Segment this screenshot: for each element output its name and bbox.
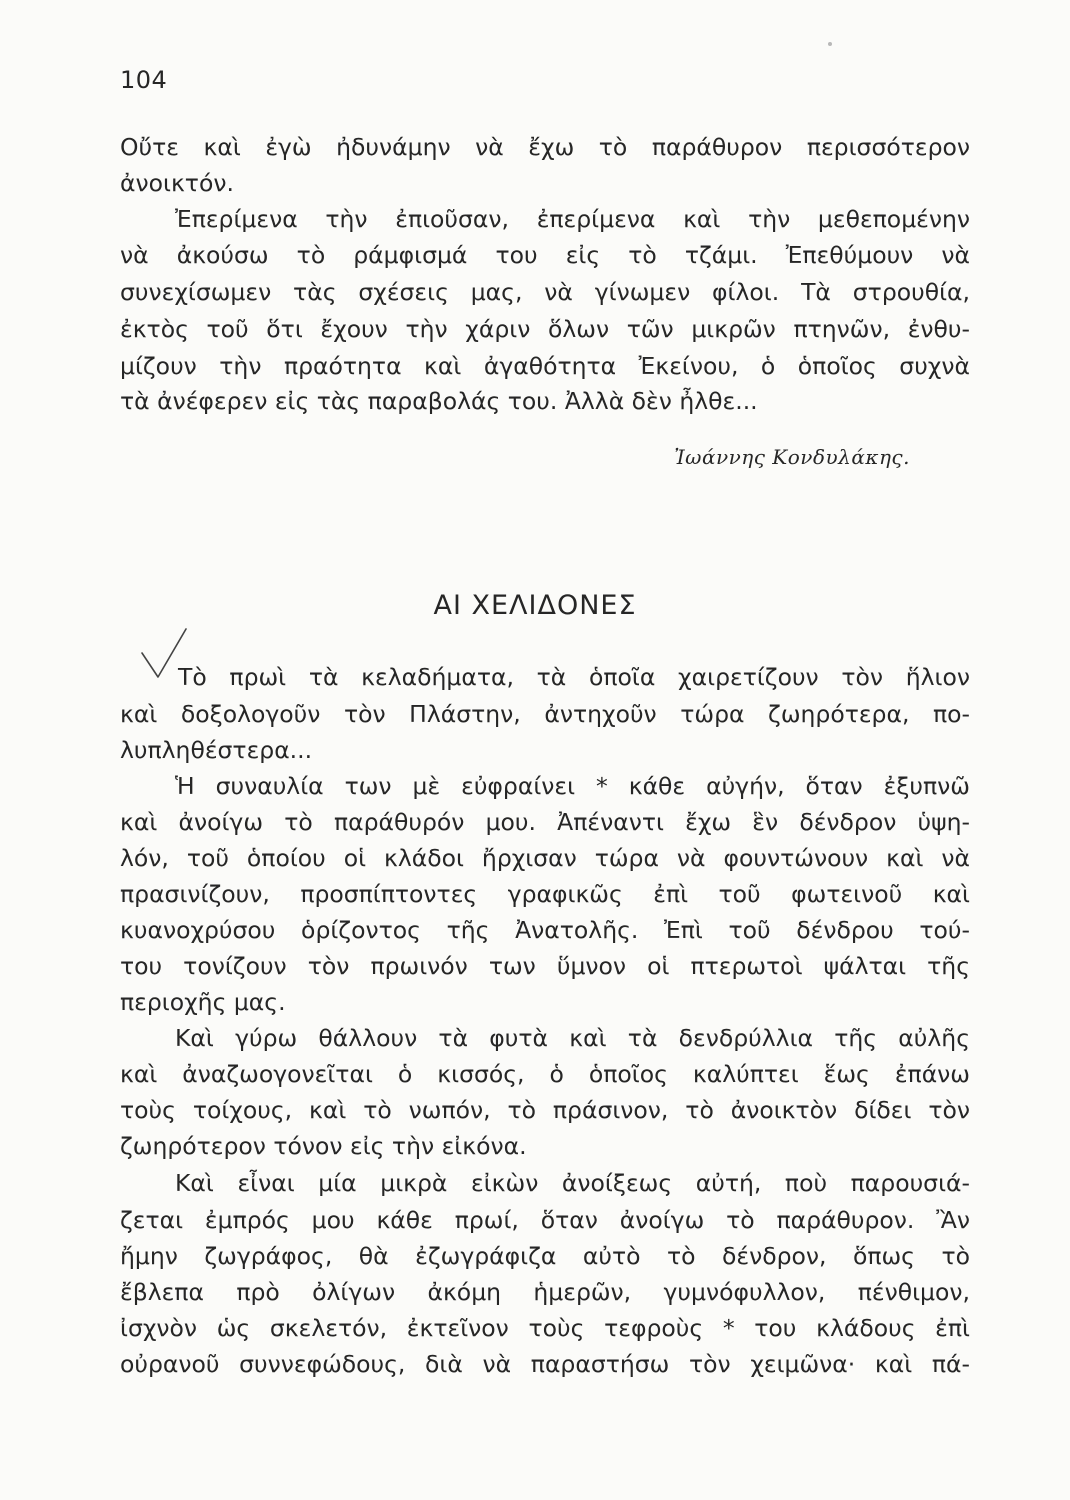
text-line: μίζουν τὴν πραότητα καὶ ἀγαθότητα Ἐκείνου, ὁ ὁποῖος συχνὰ — [120, 352, 970, 380]
text-line: ζωηρότερον τόνον εἰς τὴν εἰκόνα. — [120, 1132, 527, 1160]
text-line: λυπληθέστερα... — [120, 736, 313, 764]
text-line: πρασινίζουν, προσπίπτοντες γραφικῶς ἐπὶ τοῦ φωτεινοῦ καὶ — [120, 880, 970, 908]
text-line: καὶ δοξολογοῦν τὸν Πλάστην, ἀντηχοῦν τώρα ζωηρότερα, πο- — [120, 700, 970, 728]
text-line: ἐκτὸς τοῦ ὅτι ἔχουν τὴν χάριν ὅλων τῶν μικρῶν πτηνῶν, ἐνθυ- — [120, 315, 970, 343]
page-number: 104 — [120, 66, 168, 94]
text-line: Καὶ εἶναι μία μικρὰ εἰκὼν ἀνοίξεως αὐτή, ποὺ παρουσιά- — [175, 1169, 970, 1197]
text-line: τοὺς τοίχους, καὶ τὸ νωπόν, τὸ πράσινον, τὸ ἀνοικτὸν δίδει τὸν — [120, 1096, 970, 1124]
text-line: Ἡ συναυλία των μὲ εὐφραίνει * κάθε αὐγήν, ὅταν ἐξυπνῶ — [175, 772, 970, 800]
text-line: κυανοχρύσου ὁρίζοντος τῆς Ἀνατολῆς. Ἐπὶ τοῦ δένδρου τού- — [120, 916, 970, 944]
text-line: Τὸ πρωὶ τὰ κελαδήματα, τὰ ὁποῖα χαιρετίζουν τὸν ἥλιον — [178, 663, 970, 691]
text-line: οὐρανοῦ συννεφώδους, διὰ νὰ παραστήσω τὸν χειμῶνα· καὶ πά- — [120, 1350, 970, 1378]
paper-speck — [828, 42, 832, 46]
section-title: ΑΙ ΧΕΛΙΔΟΝΕΣ — [433, 590, 637, 621]
text-line: ἀνοικτόν. — [120, 169, 234, 197]
author-signature: Ἰωάννης Κονδυλάκης. — [674, 445, 910, 469]
text-line: ἤμην ζωγράφος, θὰ ἐζωγράφιζα αὐτὸ τὸ δένδρον, ὅπως τὸ — [120, 1242, 970, 1270]
text-line: Καὶ γύρω θάλλουν τὰ φυτὰ καὶ τὰ δενδρύλλια τῆς αὐλῆς — [175, 1024, 970, 1052]
text-line: νὰ ἀκούσω τὸ ράμφισμά του εἰς τὸ τζάμι. Ἐπεθύμουν νὰ — [120, 241, 970, 269]
text-line: καὶ ἀνοίγω τὸ παράθυρόν μου. Ἀπέναντι ἔχω ἓν δένδρον ὑψη- — [120, 808, 970, 836]
text-line: συνεχίσωμεν τὰς σχέσεις μας, νὰ γίνωμεν φίλοι. Τὰ στρουθία, — [120, 278, 970, 306]
text-line: Οὔτε καὶ ἐγὼ ἠδυνάμην νὰ ἔχω τὸ παράθυρον περισσότερον — [120, 133, 970, 161]
text-line: ἔβλεπα πρὸ ὀλίγων ἀκόμη ἡμερῶν, γυμνόφυλλον, πένθιμον, — [120, 1278, 970, 1306]
text-line: περιοχῆς μας. — [120, 988, 286, 1016]
text-line: λόν, τοῦ ὁποίου οἱ κλάδοι ἤρχισαν τώρα νὰ φουντώνουν καὶ νὰ — [120, 844, 970, 872]
text-line: ζεται ἐμπρός μου κάθε πρωί, ὅταν ἀνοίγω τὸ παράθυρον. Ἂν — [120, 1206, 970, 1234]
text-line: του τονίζουν τὸν πρωινόν των ὕμνον οἱ πτερωτοὶ ψάλται τῆς — [120, 952, 970, 980]
text-line: καὶ ἀναζωογονεῖται ὁ κισσός, ὁ ὁποῖος καλύπτει ἕως ἐπάνω — [120, 1060, 970, 1088]
text-line: τὰ ἀνέφερεν εἰς τὰς παραβολάς του. Ἀλλὰ δὲν ἦλθε... — [120, 387, 758, 415]
text-line: ἰσχνὸν ὡς σκελετόν, ἐκτεῖνον τοὺς τεφροὺς * του κλάδους ἐπὶ — [120, 1314, 970, 1342]
text-line: Ἐπερίμενα τὴν ἐπιοῦσαν, ἐπερίμενα καὶ τὴν μεθεπομένην — [175, 205, 970, 233]
